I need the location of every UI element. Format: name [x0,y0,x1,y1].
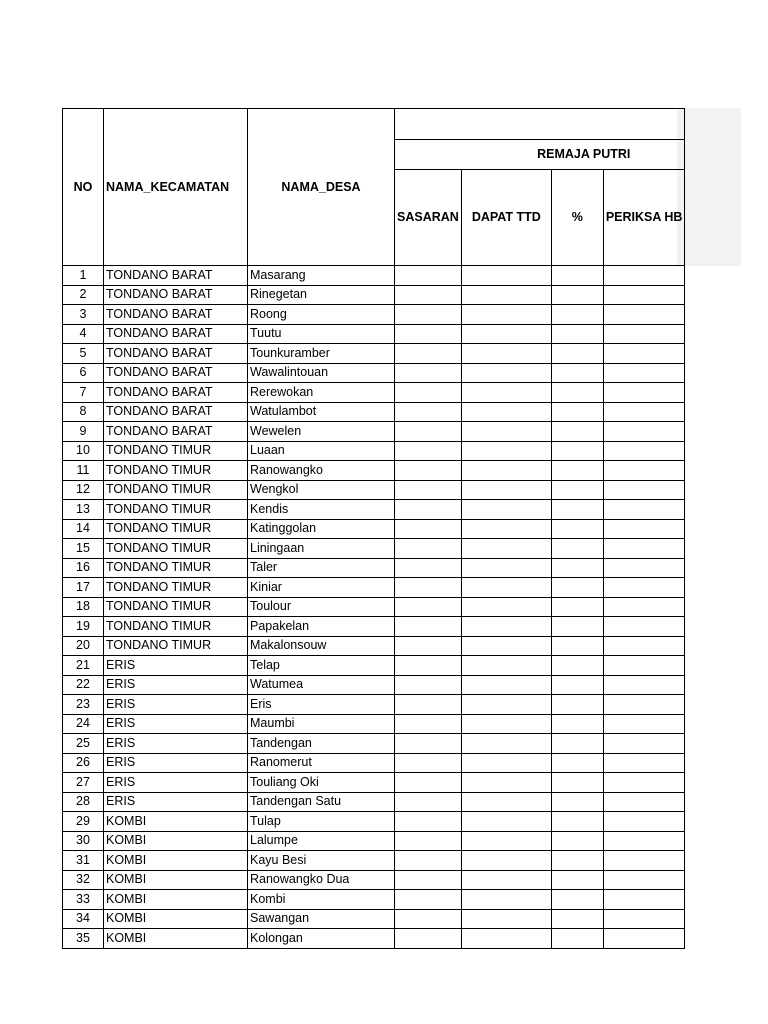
cell-dapat-ttd [461,500,551,520]
cell-kecamatan: TONDANO TIMUR [104,519,248,539]
cell-dapat-ttd [461,441,551,461]
cell-dapat-ttd [461,480,551,500]
table-row [63,597,685,617]
cell-sasaran [395,363,462,383]
cell-sasaran [395,500,462,520]
cell-percent [551,831,603,851]
cell-no: 10 [63,441,104,461]
cell-kecamatan: ERIS [104,792,248,812]
cell-percent [551,305,603,325]
cell-dapat-ttd [461,812,551,832]
cell-dapat-ttd [461,402,551,422]
cell-periksa-hb [603,422,685,442]
table-row [63,363,685,383]
table-row [63,870,685,890]
cell-percent [551,714,603,734]
cell-percent [551,597,603,617]
table-row [63,831,685,851]
cell-sasaran [395,656,462,676]
cell-no: 17 [63,578,104,598]
cell-percent [551,753,603,773]
cell-desa: Wawalintouan [248,363,395,383]
cell-sasaran [395,285,462,305]
table-row [63,519,685,539]
cell-desa: Lalumpe [248,831,395,851]
cell-no: 5 [63,344,104,364]
cell-kecamatan: TONDANO TIMUR [104,636,248,656]
cell-no: 22 [63,675,104,695]
table-row [63,402,685,422]
cell-dapat-ttd [461,617,551,637]
cell-sasaran [395,675,462,695]
cell-percent [551,539,603,559]
cell-periksa-hb [603,734,685,754]
header-percent: % [551,170,603,266]
cell-dapat-ttd [461,461,551,481]
table-row [63,383,685,403]
cell-percent [551,870,603,890]
cell-percent [551,422,603,442]
cell-percent [551,519,603,539]
cell-percent [551,402,603,422]
cell-desa: Luaan [248,441,395,461]
cell-sasaran [395,461,462,481]
cell-dapat-ttd [461,656,551,676]
cell-dapat-ttd [461,266,551,286]
cell-desa: Papakelan [248,617,395,637]
table-row [63,695,685,715]
cell-kecamatan: TONDANO TIMUR [104,500,248,520]
cell-dapat-ttd [461,792,551,812]
table-row [63,441,685,461]
cell-kecamatan: TONDANO BARAT [104,324,248,344]
cell-kecamatan: TONDANO TIMUR [104,558,248,578]
cell-no: 20 [63,636,104,656]
cell-sasaran [395,831,462,851]
cell-kecamatan: TONDANO BARAT [104,383,248,403]
cell-kecamatan: TONDANO TIMUR [104,480,248,500]
cell-no: 24 [63,714,104,734]
cell-periksa-hb [603,266,685,286]
table-row [63,909,685,929]
cell-sasaran [395,792,462,812]
cell-dapat-ttd [461,773,551,793]
table-row [63,461,685,481]
cell-sasaran [395,558,462,578]
cell-desa: Kiniar [248,578,395,598]
cell-no: 11 [63,461,104,481]
table-row [63,285,685,305]
cell-kecamatan: KOMBI [104,870,248,890]
cell-percent [551,383,603,403]
cell-percent [551,324,603,344]
cell-periksa-hb [603,890,685,910]
cell-periksa-hb [603,636,685,656]
cell-dapat-ttd [461,422,551,442]
cell-dapat-ttd [461,831,551,851]
cell-periksa-hb [603,695,685,715]
cell-periksa-hb [603,812,685,832]
cell-periksa-hb [603,344,685,364]
cell-dapat-ttd [461,734,551,754]
cell-desa: Taler [248,558,395,578]
cell-dapat-ttd [461,753,551,773]
cell-dapat-ttd [461,363,551,383]
cell-kecamatan: KOMBI [104,831,248,851]
cell-desa: Masarang [248,266,395,286]
cell-dapat-ttd [461,870,551,890]
cell-sasaran [395,402,462,422]
cell-desa: Kendis [248,500,395,520]
cell-no: 28 [63,792,104,812]
cell-desa: Wewelen [248,422,395,442]
cell-dapat-ttd [461,851,551,871]
cell-desa: Kayu Besi [248,851,395,871]
cell-dapat-ttd [461,519,551,539]
gray-overflow-panel [677,108,741,266]
table-row [63,851,685,871]
table-row [63,675,685,695]
cell-sasaran [395,695,462,715]
cell-sasaran [395,714,462,734]
table-row [63,266,685,286]
table-row [63,812,685,832]
cell-periksa-hb [603,383,685,403]
cell-sasaran [395,422,462,442]
cell-desa: Rinegetan [248,285,395,305]
cell-dapat-ttd [461,929,551,949]
header-dapat-ttd: DAPAT TTD [461,170,551,266]
cell-dapat-ttd [461,558,551,578]
table-row [63,792,685,812]
cell-sasaran [395,617,462,637]
cell-percent [551,266,603,286]
cell-dapat-ttd [461,695,551,715]
cell-periksa-hb [603,714,685,734]
cell-sasaran [395,324,462,344]
table-row [63,500,685,520]
cell-percent [551,558,603,578]
cell-sasaran [395,383,462,403]
cell-desa: Touliang Oki [248,773,395,793]
cell-kecamatan: ERIS [104,714,248,734]
cell-periksa-hb [603,870,685,890]
cell-no: 1 [63,266,104,286]
cell-percent [551,851,603,871]
cell-desa: Watulambot [248,402,395,422]
cell-percent [551,890,603,910]
table-row [63,539,685,559]
cell-desa: Watumea [248,675,395,695]
cell-periksa-hb [603,597,685,617]
cell-kecamatan: TONDANO TIMUR [104,617,248,637]
cell-no: 23 [63,695,104,715]
cell-desa: Ranowangko [248,461,395,481]
cell-kecamatan: TONDANO TIMUR [104,461,248,481]
cell-dapat-ttd [461,578,551,598]
cell-no: 7 [63,383,104,403]
cell-kecamatan: TONDANO BARAT [104,402,248,422]
cell-kecamatan: TONDANO BARAT [104,266,248,286]
cell-no: 4 [63,324,104,344]
cell-percent [551,695,603,715]
cell-no: 35 [63,929,104,949]
cell-kecamatan: TONDANO TIMUR [104,597,248,617]
cell-dapat-ttd [461,539,551,559]
cell-sasaran [395,519,462,539]
table-row [63,324,685,344]
cell-kecamatan: ERIS [104,656,248,676]
cell-periksa-hb [603,831,685,851]
cell-kecamatan: KOMBI [104,909,248,929]
cell-percent [551,578,603,598]
cell-no: 16 [63,558,104,578]
cell-kecamatan: TONDANO TIMUR [104,441,248,461]
cell-percent [551,617,603,637]
table-row [63,714,685,734]
cell-percent [551,675,603,695]
cell-desa: Makalonsouw [248,636,395,656]
cell-periksa-hb [603,656,685,676]
cell-periksa-hb [603,558,685,578]
cell-kecamatan: TONDANO BARAT [104,344,248,364]
cell-desa: Toulour [248,597,395,617]
cell-dapat-ttd [461,285,551,305]
cell-kecamatan: ERIS [104,773,248,793]
cell-sasaran [395,909,462,929]
cell-sasaran [395,441,462,461]
cell-desa: Tulap [248,812,395,832]
cell-no: 6 [63,363,104,383]
cell-no: 9 [63,422,104,442]
cell-desa: Katinggolan [248,519,395,539]
cell-no: 14 [63,519,104,539]
data-table [62,108,685,949]
table-row [63,929,685,949]
cell-kecamatan: TONDANO BARAT [104,422,248,442]
cell-no: 32 [63,870,104,890]
cell-sasaran [395,305,462,325]
cell-dapat-ttd [461,324,551,344]
cell-dapat-ttd [461,344,551,364]
table-row [63,773,685,793]
table-row [63,753,685,773]
table-row [63,656,685,676]
cell-no: 21 [63,656,104,676]
cell-percent [551,773,603,793]
cell-percent [551,656,603,676]
header-group-remaja-putri: REMAJA PUTRI [395,140,685,170]
cell-desa: Tandengan Satu [248,792,395,812]
cell-desa: Kolongan [248,929,395,949]
cell-no: 18 [63,597,104,617]
cell-dapat-ttd [461,383,551,403]
cell-kecamatan: ERIS [104,695,248,715]
cell-sasaran [395,929,462,949]
cell-desa: Ranowangko Dua [248,870,395,890]
cell-kecamatan: TONDANO BARAT [104,305,248,325]
cell-dapat-ttd [461,597,551,617]
cell-desa: Tounkuramber [248,344,395,364]
cell-percent [551,480,603,500]
cell-sasaran [395,734,462,754]
cell-no: 34 [63,909,104,929]
table-row [63,344,685,364]
cell-kecamatan: KOMBI [104,851,248,871]
cell-periksa-hb [603,617,685,637]
cell-periksa-hb [603,461,685,481]
table-row [63,480,685,500]
cell-periksa-hb [603,500,685,520]
cell-no: 29 [63,812,104,832]
cell-periksa-hb [603,480,685,500]
cell-percent [551,441,603,461]
header-sasaran: SASARAN [395,170,462,266]
cell-sasaran [395,597,462,617]
cell-kecamatan: KOMBI [104,812,248,832]
cell-dapat-ttd [461,305,551,325]
cell-percent [551,500,603,520]
cell-periksa-hb [603,324,685,344]
cell-periksa-hb [603,753,685,773]
cell-sasaran [395,870,462,890]
cell-sasaran [395,266,462,286]
header-top-blank [395,109,685,140]
cell-kecamatan: TONDANO BARAT [104,363,248,383]
cell-percent [551,734,603,754]
cell-desa: Tandengan [248,734,395,754]
cell-periksa-hb [603,851,685,871]
cell-sasaran [395,480,462,500]
cell-no: 27 [63,773,104,793]
cell-sasaran [395,344,462,364]
cell-periksa-hb [603,441,685,461]
cell-kecamatan: TONDANO TIMUR [104,578,248,598]
cell-percent [551,285,603,305]
cell-desa: Maumbi [248,714,395,734]
cell-periksa-hb [603,773,685,793]
cell-dapat-ttd [461,890,551,910]
table-row [63,734,685,754]
cell-sasaran [395,851,462,871]
cell-periksa-hb [603,929,685,949]
cell-sasaran [395,890,462,910]
header-desa: NAMA_DESA [248,109,395,266]
cell-desa: Tuutu [248,324,395,344]
cell-no: 12 [63,480,104,500]
cell-kecamatan: TONDANO TIMUR [104,539,248,559]
cell-kecamatan: ERIS [104,675,248,695]
cell-desa: Ranomerut [248,753,395,773]
cell-percent [551,812,603,832]
cell-no: 8 [63,402,104,422]
table-row [63,422,685,442]
cell-desa: Eris [248,695,395,715]
cell-percent [551,344,603,364]
table-body [63,266,685,949]
cell-sasaran [395,812,462,832]
cell-desa: Wengkol [248,480,395,500]
cell-percent [551,636,603,656]
cell-no: 15 [63,539,104,559]
cell-percent [551,461,603,481]
cell-desa: Telap [248,656,395,676]
cell-periksa-hb [603,519,685,539]
table-row [63,636,685,656]
cell-no: 33 [63,890,104,910]
cell-desa: Kombi [248,890,395,910]
cell-periksa-hb [603,285,685,305]
cell-sasaran [395,773,462,793]
cell-sasaran [395,539,462,559]
cell-periksa-hb [603,363,685,383]
cell-periksa-hb [603,305,685,325]
header-no: NO [63,109,104,266]
cell-no: 3 [63,305,104,325]
table-row [63,305,685,325]
cell-periksa-hb [603,792,685,812]
cell-percent [551,909,603,929]
cell-no: 13 [63,500,104,520]
cell-dapat-ttd [461,714,551,734]
cell-kecamatan: ERIS [104,734,248,754]
cell-dapat-ttd [461,675,551,695]
cell-periksa-hb [603,909,685,929]
cell-desa: Rerewokan [248,383,395,403]
table-row [63,558,685,578]
cell-kecamatan: ERIS [104,753,248,773]
cell-percent [551,929,603,949]
table-row [63,890,685,910]
cell-periksa-hb [603,675,685,695]
cell-no: 25 [63,734,104,754]
cell-sasaran [395,578,462,598]
cell-desa: Liningaan [248,539,395,559]
cell-kecamatan: KOMBI [104,890,248,910]
cell-percent [551,363,603,383]
cell-kecamatan: TONDANO BARAT [104,285,248,305]
cell-periksa-hb [603,402,685,422]
cell-dapat-ttd [461,909,551,929]
cell-sasaran [395,636,462,656]
cell-no: 2 [63,285,104,305]
cell-desa: Sawangan [248,909,395,929]
cell-kecamatan: KOMBI [104,929,248,949]
cell-percent [551,792,603,812]
table-row [63,578,685,598]
cell-desa: Roong [248,305,395,325]
cell-dapat-ttd [461,636,551,656]
header-periksa-hb: PERIKSA HB [603,170,685,266]
table-row [63,617,685,637]
cell-periksa-hb [603,539,685,559]
cell-no: 31 [63,851,104,871]
cell-no: 26 [63,753,104,773]
cell-periksa-hb [603,578,685,598]
header-kecamatan: NAMA_KECAMATAN [104,109,248,266]
cell-no: 19 [63,617,104,637]
cell-no: 30 [63,831,104,851]
cell-sasaran [395,753,462,773]
